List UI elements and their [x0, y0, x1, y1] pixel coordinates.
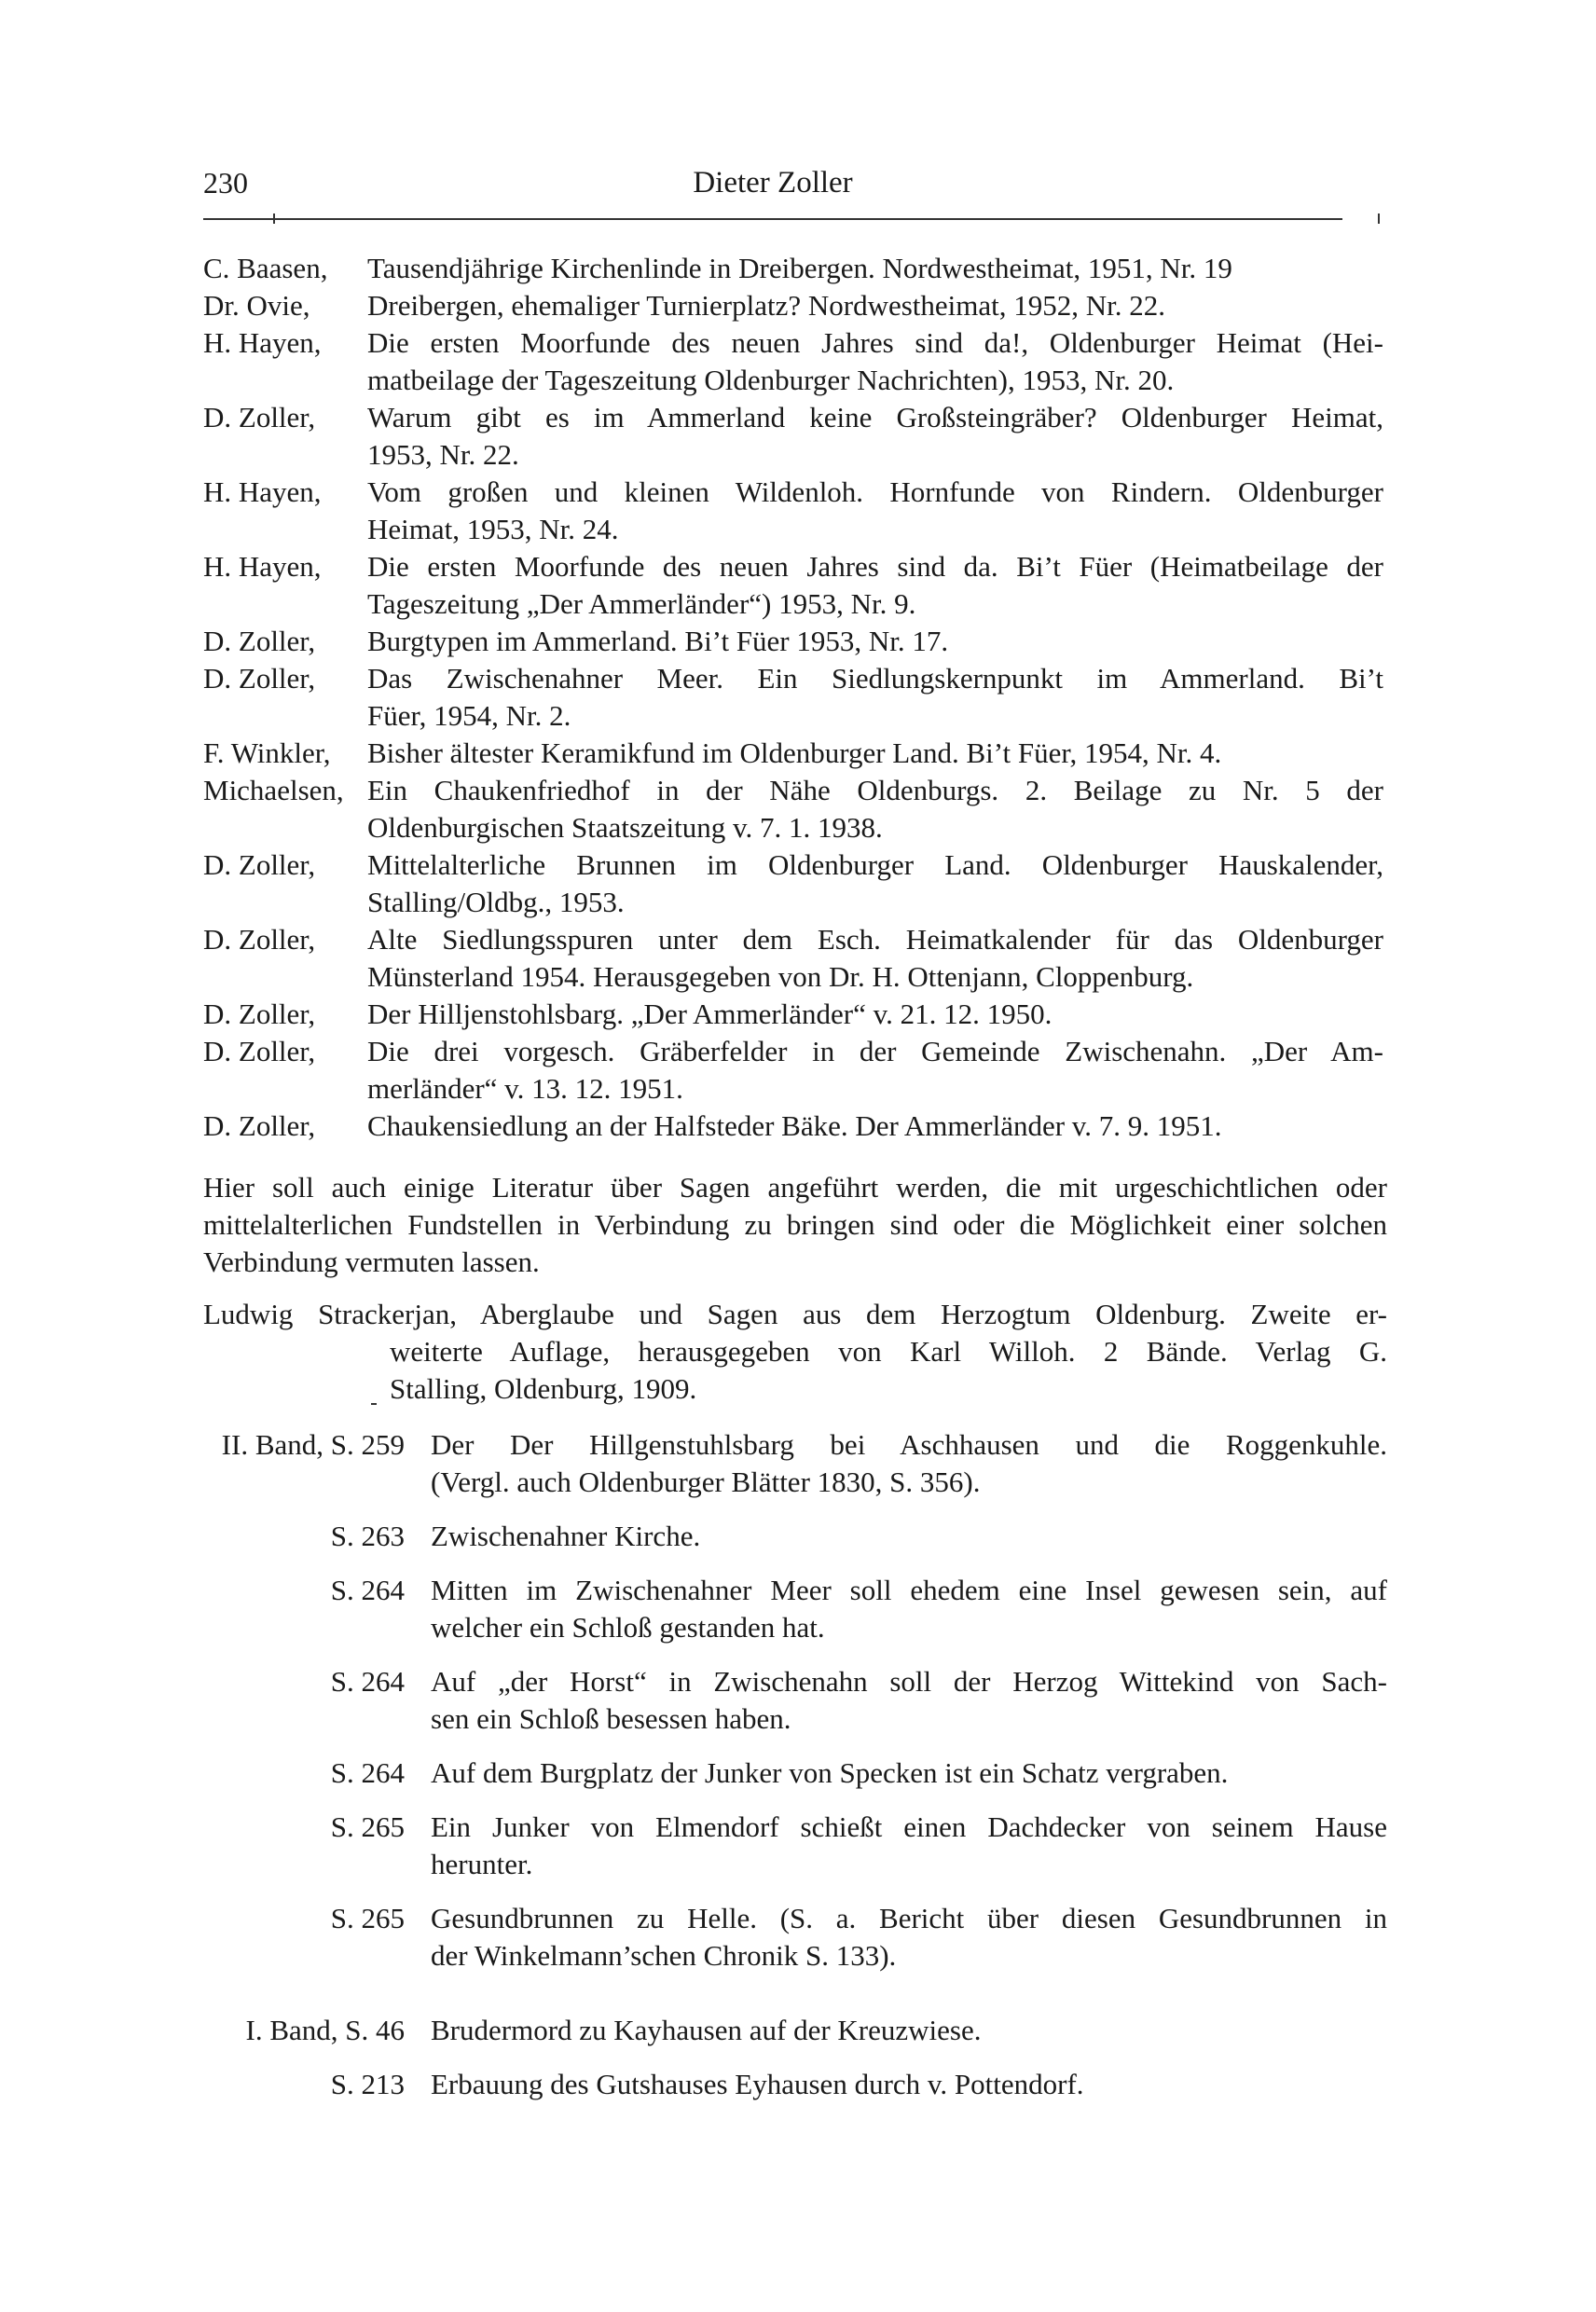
reference-author: D. Zoller, [203, 848, 316, 881]
reference-title-line: Der Hilljenstohlsbarg. „Der Ammerländer“ v. 21. 12. 1950. [367, 998, 1053, 1030]
reference-title-line: Münsterland 1954. Herausgegeben von Dr. H. Ottenjann, Cloppenburg. [367, 960, 1194, 993]
reference-author: F. Winkler, [203, 736, 331, 769]
reference-title-line: Tageszeitung „Der Ammerländer“) 1953, Nr. 9. [367, 587, 916, 620]
reference-title [367, 660, 1383, 735]
reference-title [367, 996, 1383, 1033]
reference-title [367, 772, 1383, 846]
reference-author: H. Hayen, [203, 550, 322, 583]
reference-author: D. Zoller, [203, 998, 316, 1030]
reference-title-line: Vom großen und kleinen Wildenloh. Hornfunde von Rindern. Oldenburger [367, 475, 1383, 508]
reference-item [203, 324, 1387, 399]
reference-list [203, 250, 1387, 1145]
saga-entry-line: Erbauung des Gutshauses Eyhausen durch v. Pottendorf. [431, 2068, 1084, 2100]
saga-entry-source: II. Band, S. 259 [221, 1428, 405, 1461]
reference-title-line: Mittelalterliche Brunnen im Oldenburger Land. Oldenburger Hauskalender, [367, 848, 1383, 881]
reference-item [203, 772, 1387, 846]
saga-entry-text [431, 1572, 1387, 1646]
saga-entry-text [431, 2066, 1387, 2103]
saga-entry [203, 1755, 1387, 1792]
reference-author: D. Zoller, [203, 625, 316, 657]
header-rule [203, 218, 1342, 220]
reference-title-line: Stalling/Oldbg., 1953. [367, 886, 625, 918]
reference-title-line: Dreibergen, ehemaliger Turnierplatz? Nordwestheimat, 1952, Nr. 22. [367, 289, 1166, 322]
reference-title-line: matbeilage der Tageszeitung Oldenburger Nachrichten), 1953, Nr. 20. [367, 364, 1175, 396]
reference-item [203, 474, 1387, 548]
stray-mark [371, 1403, 377, 1405]
reference-title [367, 1033, 1383, 1108]
saga-entry-source: S. 264 [330, 1665, 405, 1698]
reference-author: H. Hayen, [203, 475, 322, 508]
reference-title [367, 846, 1383, 921]
saga-entry [203, 1663, 1387, 1738]
saga-entry-line: der Winkelmann’schen Chronik S. 133). [431, 1939, 897, 1972]
book-citation-first-line: Ludwig Strackerjan, Aberglaube und Sagen aus dem Herzogtum Oldenburg. Zweite er- [203, 1298, 1387, 1330]
reference-title-line: Alte Siedlungsspuren unter dem Esch. Heimatkalender für das Oldenburger [367, 923, 1383, 956]
saga-entry-text [431, 2012, 1387, 2049]
reference-author: D. Zoller, [203, 1035, 316, 1067]
reference-title [367, 1108, 1383, 1145]
reference-item [203, 1033, 1387, 1108]
reference-item [203, 660, 1387, 735]
reference-author: D. Zoller, [203, 662, 316, 695]
reference-title [367, 623, 1383, 660]
reference-title [367, 250, 1383, 287]
reference-item [203, 1108, 1387, 1145]
reference-title-line: Die drei vorgesch. Gräberfelder in der Gemeinde Zwischenahn. „Der Am- [367, 1035, 1383, 1067]
reference-item [203, 846, 1387, 921]
reference-item [203, 399, 1387, 474]
reference-item [203, 250, 1387, 287]
reference-item [203, 735, 1387, 772]
running-head: Dieter Zoller [693, 166, 853, 200]
reference-title-line: Bisher ältester Keramikfund im Oldenburger Land. Bi’t Füer, 1954, Nr. 4. [367, 736, 1222, 769]
saga-entry-text [431, 1900, 1387, 1975]
saga-entry-source: S. 264 [330, 1574, 405, 1606]
saga-entry-text [431, 1809, 1387, 1883]
reference-title [367, 399, 1383, 474]
page-number: 230 [203, 166, 248, 200]
saga-entry-source: S. 213 [330, 2068, 405, 2100]
reference-title-line: Warum gibt es im Ammerland keine Großsteingräber? Oldenburger Heimat, [367, 401, 1383, 434]
reference-title-line: merländer“ v. 13. 12. 1951. [367, 1072, 683, 1105]
reference-title-line: Chaukensiedlung an der Halfsteder Bäke. Der Ammerländer v. 7. 9. 1951. [367, 1109, 1222, 1142]
saga-entry-text [431, 1426, 1387, 1501]
saga-entry-line: Gesundbrunnen zu Helle. (S. a. Bericht über diesen Gesundbrunnen in [431, 1902, 1387, 1934]
reference-title-line: Oldenburgischen Staatszeitung v. 7. 1. 1938. [367, 811, 883, 844]
saga-entry-source: S. 263 [330, 1520, 405, 1552]
saga-entry-line: herunter. [431, 1848, 533, 1880]
saga-entry [203, 1572, 1387, 1646]
reference-item [203, 287, 1387, 324]
reference-title [367, 921, 1383, 996]
reference-title [367, 324, 1383, 399]
reference-item [203, 921, 1387, 996]
reference-author: Michaelsen, [203, 774, 344, 806]
reference-author: Dr. Ovie, [203, 289, 310, 322]
saga-entry-text [431, 1755, 1387, 1792]
saga-entry-line: Ein Junker von Elmendorf schießt einen Dachdecker von seinem Hause [431, 1810, 1387, 1843]
reference-item [203, 623, 1387, 660]
reference-author: D. Zoller, [203, 1109, 316, 1142]
page-header [203, 166, 1342, 211]
reference-item [203, 996, 1387, 1033]
saga-entry-list [203, 1426, 1387, 2103]
saga-entry [203, 2012, 1387, 2049]
header-rule-tick [1378, 213, 1380, 224]
reference-title-line: Burgtypen im Ammerland. Bi’t Füer 1953, Nr. 17. [367, 625, 949, 657]
reference-title-line: Füer, 1954, Nr. 2. [367, 699, 571, 732]
reference-title-line: Das Zwischenahner Meer. Ein Siedlungskernpunkt im Ammerland. Bi’t [367, 662, 1383, 695]
reference-title-line: Heimat, 1953, Nr. 24. [367, 513, 619, 545]
reference-title [367, 287, 1383, 324]
reference-title-line: 1953, Nr. 22. [367, 438, 519, 471]
intro-paragraph: Hier soll auch einige Literatur über Sagen angeführt werden, die mit urgeschichtlichen oder mittelalterlichen Fundstellen in Verbindung zu bringen sind oder die Möglichkeit einer solchen Verbindung vermuten lassen. [203, 1171, 1387, 1278]
saga-entry [203, 1518, 1387, 1555]
book-citation-line: weiterte Auflage, herausgegeben von Karl Willoh. 2 Bände. Verlag G. [390, 1335, 1387, 1368]
saga-entry-line: Zwischenahner Kirche. [431, 1520, 701, 1552]
saga-entry [203, 1900, 1387, 1975]
saga-entry-line: sen ein Schloß besessen haben. [431, 1702, 791, 1735]
saga-entry-line: (Vergl. auch Oldenburger Blätter 1830, S. 356). [431, 1466, 981, 1498]
book-citation [203, 1296, 1387, 1408]
reference-item [203, 548, 1387, 623]
reference-author: C. Baasen, [203, 252, 328, 284]
saga-entry-text [431, 1518, 1387, 1555]
saga-entry-line: welcher ein Schloß gestanden hat. [431, 1611, 825, 1644]
header-rule-tick [273, 213, 275, 224]
saga-entry-source: S. 265 [330, 1810, 405, 1843]
reference-title-line: Die ersten Moorfunde des neuen Jahres sind da!, Oldenburger Heimat (Hei- [367, 326, 1383, 359]
reference-title-line: Die ersten Moorfunde des neuen Jahres sind da. Bi’t Füer (Heimatbeilage der [367, 550, 1383, 583]
saga-entry-text [431, 1663, 1387, 1738]
saga-entry-line: Brudermord zu Kayhausen auf der Kreuzwiese. [431, 2014, 982, 2046]
reference-author: H. Hayen, [203, 326, 322, 359]
saga-entry [203, 2066, 1387, 2103]
reference-author: D. Zoller, [203, 923, 316, 956]
saga-entry-line: Der Der Hillgenstuhlsbarg bei Aschhausen und die Roggenkuhle. [431, 1428, 1387, 1461]
saga-entry-line: Auf dem Burgplatz der Junker von Specken ist ein Schatz vergraben. [431, 1756, 1229, 1789]
saga-entry-source: I. Band, S. 46 [245, 2014, 405, 2046]
saga-entry [203, 1426, 1387, 1501]
reference-title [367, 548, 1383, 623]
reference-author: D. Zoller, [203, 401, 316, 434]
reference-title-line: Tausendjährige Kirchenlinde in Dreibergen. Nordwestheimat, 1951, Nr. 19 [367, 252, 1232, 284]
saga-entry-line: Auf „der Horst“ in Zwischenahn soll der Herzog Wittekind von Sach- [431, 1665, 1387, 1698]
reference-title [367, 474, 1383, 548]
saga-entry-source: S. 264 [330, 1756, 405, 1789]
reference-title [367, 735, 1383, 772]
saga-entry [203, 1809, 1387, 1883]
reference-title-line: Ein Chaukenfriedhof in der Nähe Oldenburgs. 2. Beilage zu Nr. 5 der [367, 774, 1383, 806]
saga-entry-source: S. 265 [330, 1902, 405, 1934]
saga-entry-line: Mitten im Zwischenahner Meer soll ehedem eine Insel gewesen sein, auf [431, 1574, 1387, 1606]
book-citation-line: Stalling, Oldenburg, 1909. [390, 1372, 697, 1405]
